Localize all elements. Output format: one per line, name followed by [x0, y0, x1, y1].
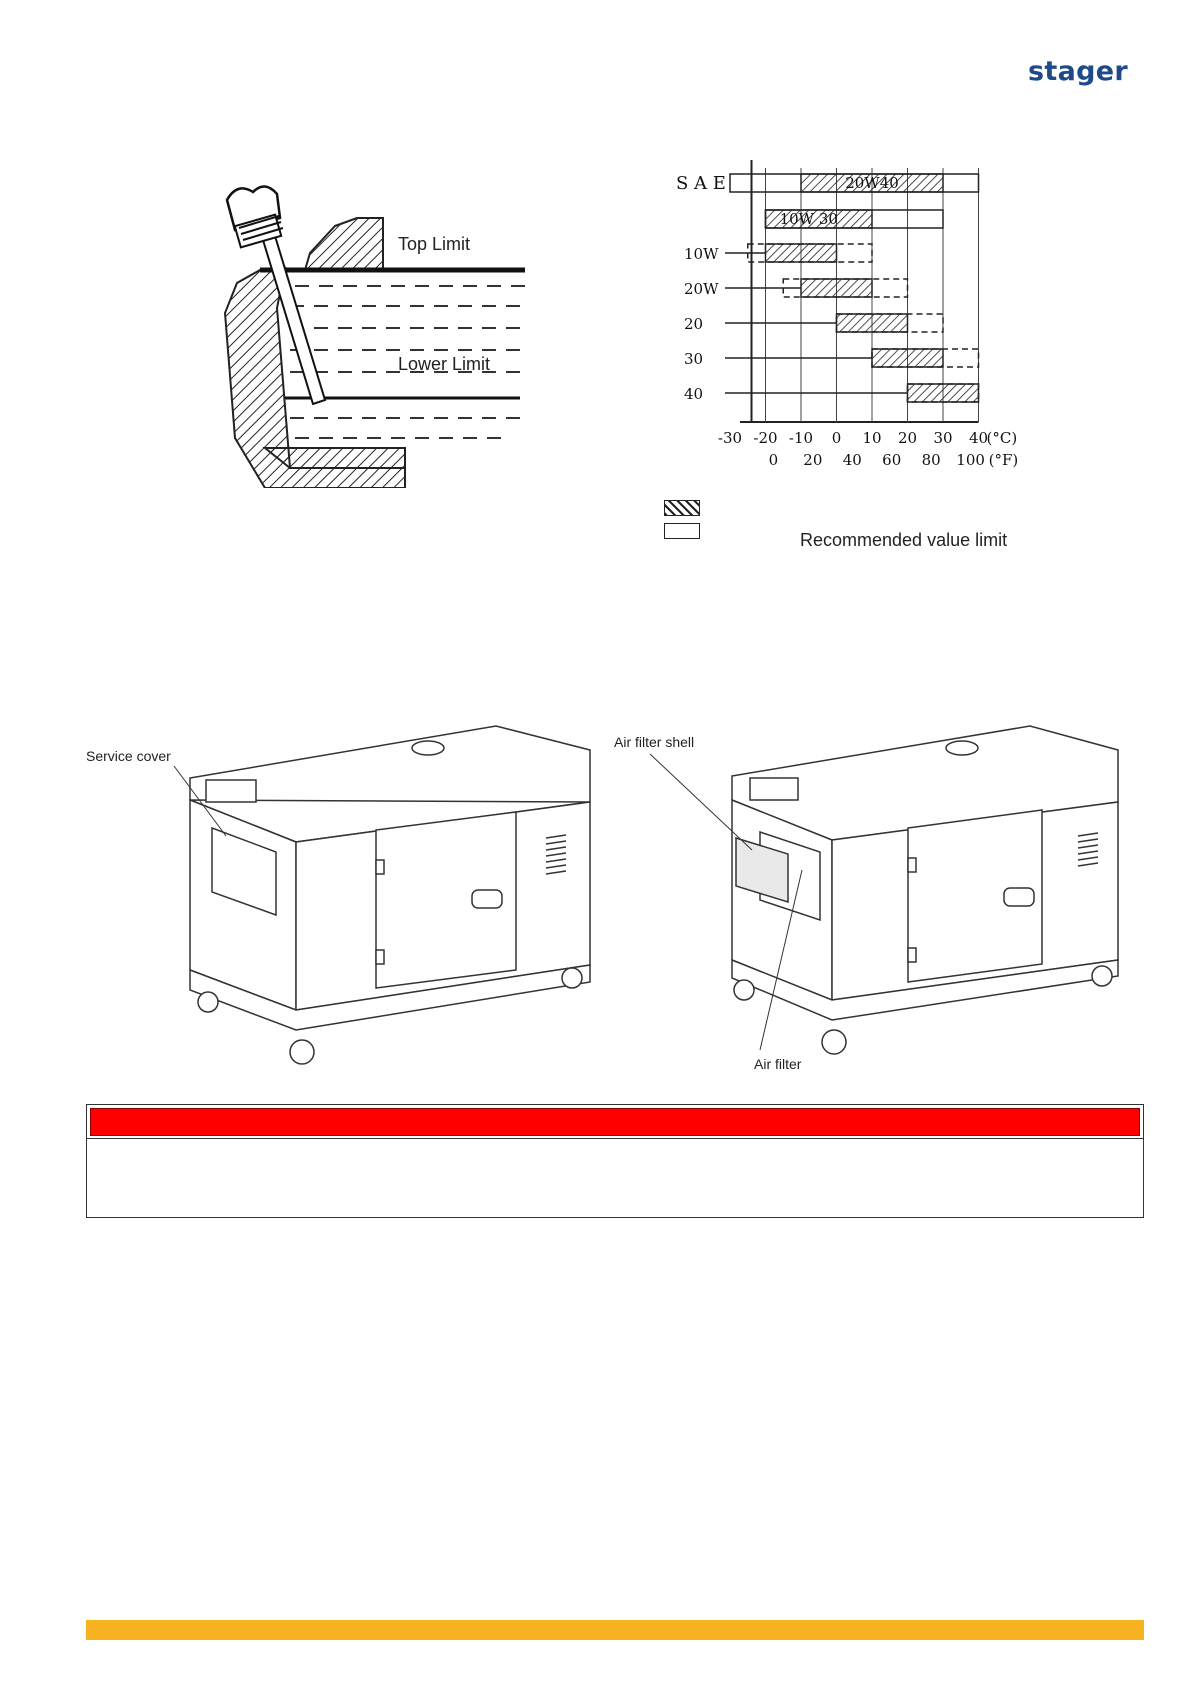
x-tick-f: 20: [803, 451, 823, 469]
x-tick-c: 30: [933, 429, 953, 447]
x-unit-c: (°C): [986, 429, 1018, 447]
y-tick-20W: 20W: [684, 280, 719, 298]
x-tick-f: 100: [956, 451, 985, 469]
warning-divider: [87, 1138, 1143, 1139]
generator-right-drawing: [610, 720, 1150, 1080]
bar-40: [908, 384, 979, 402]
x-tick-f: 40: [842, 451, 862, 469]
x-tick-c: -20: [753, 429, 778, 447]
x-tick-f: 80: [921, 451, 941, 469]
brand-logo: stager: [1028, 56, 1128, 87]
legend-hatched-swatch: [664, 500, 700, 516]
footer-bar: [86, 1620, 1144, 1640]
x-tick-f: 0: [768, 451, 779, 469]
air-filter-label: Air filter: [754, 1056, 802, 1072]
dipstick-drawing: [205, 178, 535, 488]
sae-chart: [676, 160, 1080, 560]
bar-20W: [801, 279, 872, 297]
x-tick-f: 60: [882, 451, 902, 469]
dipstick-figure: [205, 178, 535, 488]
generator-air-filter-figure: [610, 720, 1150, 1080]
generator-service-figure: [86, 720, 606, 1080]
x-tick-c: 20: [897, 429, 918, 447]
legend-blank-swatch: [664, 523, 700, 539]
x-tick-c: 0: [831, 429, 842, 447]
y-tick-40: 40: [684, 385, 704, 403]
bar-label-20W40: 20W40: [845, 174, 899, 192]
air-filter-shell-label: Air filter shell: [614, 734, 695, 750]
bar-20: [837, 314, 908, 332]
warning-box: [86, 1104, 1144, 1218]
bar-10W: [766, 244, 837, 262]
top-limit-label: Top Limit: [398, 234, 471, 254]
y-tick-30: 30: [684, 350, 704, 368]
sae-chart-svg: [680, 160, 1080, 480]
service-cover-label: Service cover: [86, 748, 171, 764]
generator-left-drawing: [86, 720, 606, 1080]
sae-axis-label: S A E: [676, 173, 726, 194]
warning-header-bar: [90, 1108, 1140, 1136]
x-tick-c: 40: [968, 429, 989, 447]
y-tick-10W: 10W: [684, 245, 719, 263]
x-tick-c: -10: [788, 429, 814, 447]
x-unit-f: (°F): [988, 451, 1019, 469]
bar-label-10W30: 10W 30: [779, 210, 838, 228]
x-tick-c: -30: [717, 429, 743, 447]
lower-limit-label: Lower Limit: [398, 354, 491, 374]
x-tick-c: 10: [862, 429, 882, 447]
y-tick-20: 20: [684, 315, 704, 333]
legend-blank-label: Recommended value limit: [800, 530, 1008, 550]
bar-30: [872, 349, 943, 367]
